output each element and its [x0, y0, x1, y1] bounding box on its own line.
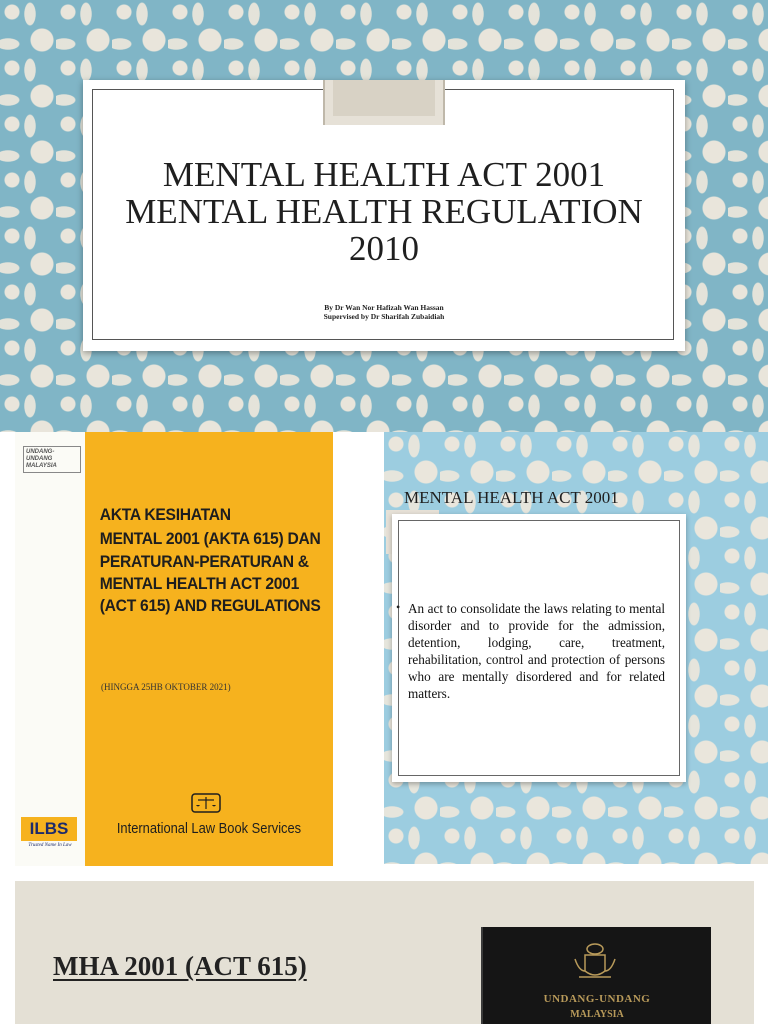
- spine-label: UNDANG-UNDANG MALAYSIA: [23, 446, 81, 473]
- book-subtitle: MALAYSIA: [570, 1009, 624, 1020]
- supervisor-byline: Supervised by Dr Sharifah Zubaidiah: [323, 312, 445, 321]
- book-spine: [15, 432, 85, 866]
- cover-title-line-5: (ACT 615) AND REGULATIONS: [99, 596, 321, 615]
- slide-heading: MHA 2001 (ACT 615): [53, 951, 307, 981]
- book-cover: [15, 432, 333, 866]
- bullet-icon: •: [396, 600, 401, 614]
- cover-title-line-2: MENTAL 2001 (AKTA 615) DAN: [99, 529, 321, 548]
- publisher-name: International Law Book Services: [116, 820, 302, 837]
- slide-heading: MENTAL HEALTH ACT 2001: [404, 488, 619, 507]
- definition-slide: [384, 432, 768, 864]
- cover-title-line-1: AKTA KESIHATAN: [99, 505, 231, 524]
- cover-title-line-4: MENTAL HEALTH ACT 2001: [99, 574, 300, 593]
- title-line-1: MENTAL HEALTH ACT 2001: [162, 155, 606, 194]
- title-line-3: 2010: [349, 229, 419, 268]
- cover-date-note: (HINGGA 25HB OKTOBER 2021): [101, 682, 231, 692]
- ilbs-tagline: Trusted Name In Law: [28, 843, 72, 848]
- scales-of-justice-icon: [190, 792, 222, 814]
- coat-of-arms-icon: [569, 941, 621, 981]
- title-line-2: MENTAL HEALTH REGULATION: [125, 192, 643, 231]
- title-tab-inner: [333, 80, 435, 116]
- bullet-text: An act to consolidate the laws relating to mental disorder and to provide for the admission, detention, lodging, care, treatment, rehabilitation, control and protection of persons who are mentally disordered and for related matters.: [408, 601, 665, 701]
- book-title: UNDANG-UNDANG: [543, 993, 651, 1005]
- act-slide: [15, 881, 754, 1024]
- title-slide: [0, 0, 768, 432]
- title-tab-decoration: [323, 80, 445, 125]
- author-byline: By Dr Wan Nor Hafizah Wan Hassan: [324, 303, 444, 312]
- ilbs-logo: ILBS: [21, 817, 77, 841]
- cover-title-line-3: PERATURAN-PERATURAN &: [99, 552, 309, 571]
- content-card: [392, 514, 686, 782]
- law-book-photo: [481, 927, 711, 1024]
